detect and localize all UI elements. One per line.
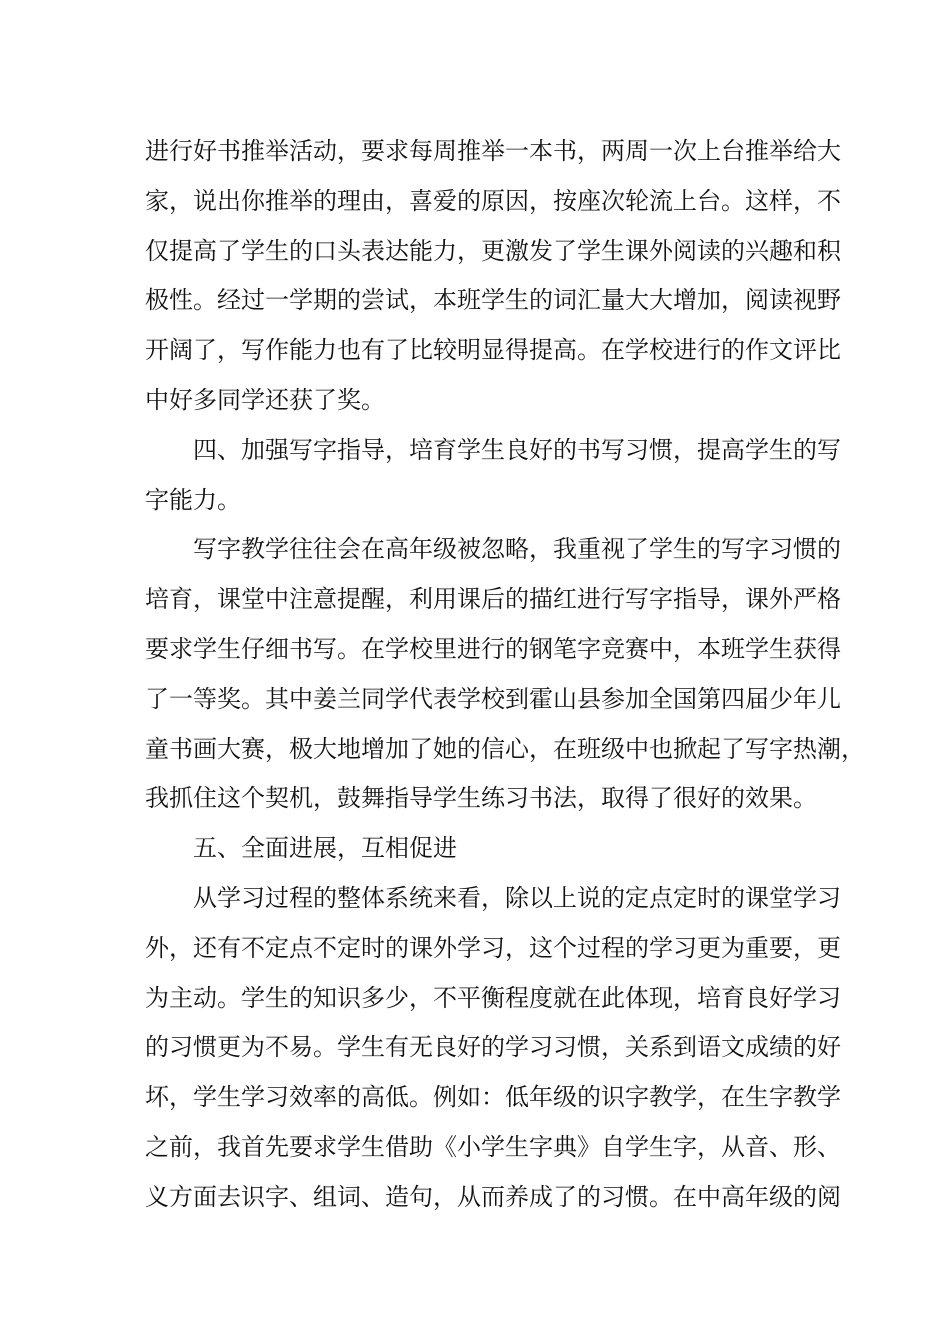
text-line: 开阔了，写作能力也有了比较明显得提高。在学校进行的作文评比 (145, 336, 841, 365)
text-line: 外，还有不定点不定时的课外学习，这个过程的学习更为重要，更 (145, 933, 841, 962)
text-line: 培育，课堂中注意提醒，利用课后的描红进行写字指导，课外严格 (145, 585, 841, 614)
section-heading-line: 五、全面进展，互相促进 (193, 834, 457, 863)
text-line: 从学习过程的整体系统来看，除以上说的定点定时的课堂学习 (193, 883, 841, 912)
text-line: 我抓住这个契机，鼓舞指导学生练习书法，取得了很好的效果。 (145, 784, 817, 813)
text-line: 要求学生仔细书写。在学校里进行的钢笔字竞赛中，本班学生获得 (145, 634, 841, 663)
text-line: 进行好书推举活动，要求每周推举一本书，两周一次上台推举给大 (145, 137, 841, 165)
text-line: 的习惯更为不易。学生有无良好的学习习惯，关系到语文成绩的好 (145, 1033, 841, 1062)
section-heading-line: 字能力。 (145, 485, 241, 514)
text-line: 中好多同学还获了奖。 (145, 385, 385, 414)
text-line: 写字教学往往会在高年级被忽略，我重视了学生的写字习惯的 (193, 535, 841, 564)
text-line: 了一等奖。其中姜兰同学代表学校到霍山县参加全国第四届少年儿 (145, 684, 841, 713)
text-line: 义方面去识字、组词、造句，从而养成了的习惯。在中高年级的阅 (145, 1182, 841, 1211)
section-heading-line: 四、加强写字指导，培育学生良好的书写习惯，提高学生的写 (193, 435, 841, 464)
body-text (145, 127, 865, 1223)
text-line: 坏，学生学习效率的高低。例如：低年级的识字教学，在生字教学 (145, 1083, 841, 1112)
text-line: 仅提高了学生的口头表达能力，更激发了学生课外阅读的兴趣和积 (145, 236, 841, 265)
text-line: 之前，我首先要求学生借助《小学生字典》自学生字，从音、形、 (145, 1132, 841, 1161)
text-line: 为主动。学生的知识多少，不平衡程度就在此体现，培育良好学习 (145, 983, 841, 1012)
text-line: 家，说出你推举的理由，喜爱的原因，按座次轮流上台。这样，不 (145, 186, 841, 215)
text-line: 极性。经过一学期的尝试，本班学生的词汇量大大增加，阅读视野 (145, 286, 841, 315)
text-line: 童书画大赛，极大地增加了她的信心，在班级中也掀起了写字热潮， (145, 734, 865, 763)
